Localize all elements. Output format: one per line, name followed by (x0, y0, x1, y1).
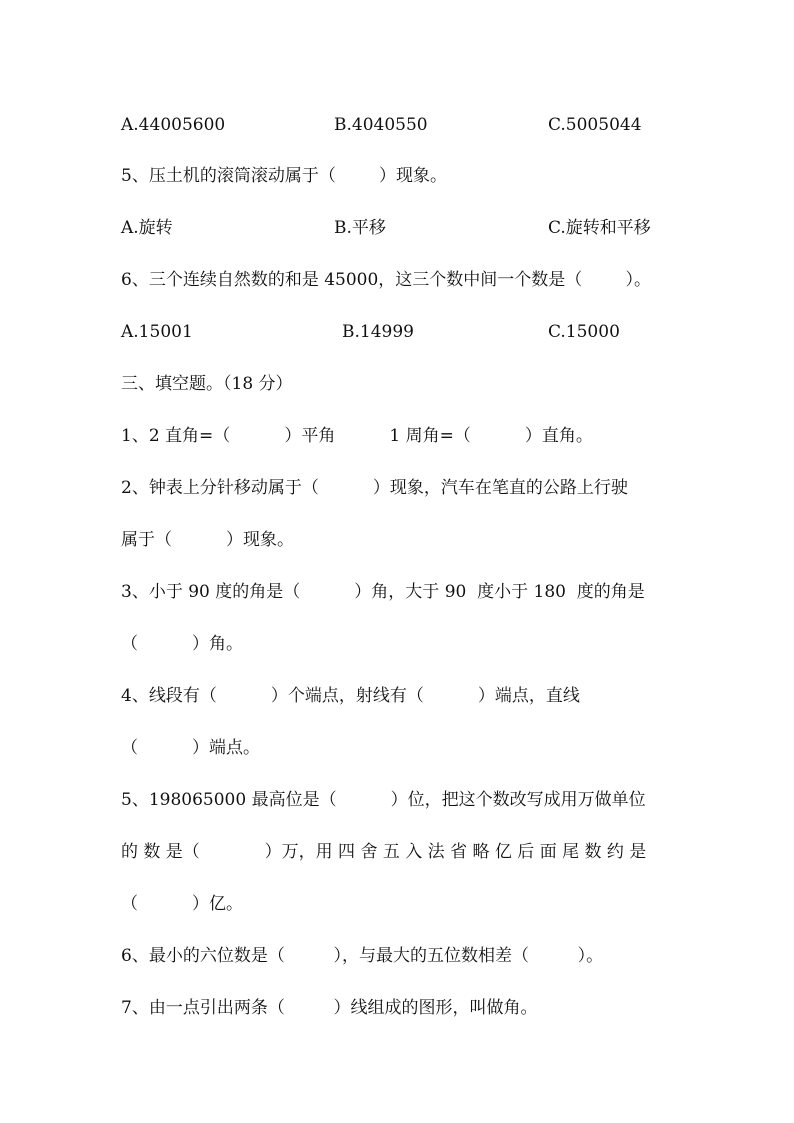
fill-item-1: 1、2 直角=（ ）平角 1 周角=（ ）直角。 (121, 426, 593, 446)
q4-option-c: C.5005044 (548, 115, 642, 135)
fill-item-5: 5、198065000 最高位是（ ）位，把这个数改写成用万做单位 (121, 790, 646, 810)
q5-option-b: B.平移 (334, 218, 386, 238)
fill-item-3-cont: （ ）角。 (121, 634, 244, 654)
q5-option-c: C.旋转和平移 (548, 218, 651, 238)
q6-option-b: B.14999 (342, 322, 414, 342)
fill-item-5-cont: 的 数 是（ ）万，用 四 舍 五 入 法 省 略 亿 后 面 尾 数 约 是 (121, 842, 647, 862)
fill-item-2: 2、钟表上分针移动属于（ ）现象，汽车在笔直的公路上行驶 (121, 478, 628, 498)
q5-option-a: A.旋转 (121, 218, 173, 238)
q5-question: 5、压土机的滚筒滚动属于（ ）现象。 (121, 166, 448, 186)
q6-option-a: A.15001 (121, 322, 193, 342)
q4-option-a: A.44005600 (121, 115, 226, 135)
q6-option-c: C.15000 (548, 322, 620, 342)
section-heading: 三、填空题。（18 分） (121, 374, 293, 394)
fill-item-6: 6、最小的六位数是（ ），与最大的五位数相差（ ）。 (121, 946, 604, 966)
fill-item-4: 4、线段有（ ）个端点，射线有（ ）端点，直线 (121, 686, 580, 706)
fill-item-4-cont: （ ）端点。 (121, 738, 261, 758)
fill-item-7: 7、由一点引出两条（ ）线组成的图形，叫做角。 (121, 998, 538, 1018)
q6-question: 6、三个连续自然数的和是 45000，这三个数中间一个数是（ ）。 (121, 270, 652, 290)
q4-option-b: B.4040550 (334, 115, 428, 135)
fill-item-3: 3、小于 90 度的角是（ ）角，大于 90 度小于 180 度的角是 (121, 582, 645, 602)
fill-item-2-cont: 属于（ ）现象。 (121, 530, 295, 550)
fill-item-5-cont-2: （ ）亿。 (121, 894, 244, 914)
